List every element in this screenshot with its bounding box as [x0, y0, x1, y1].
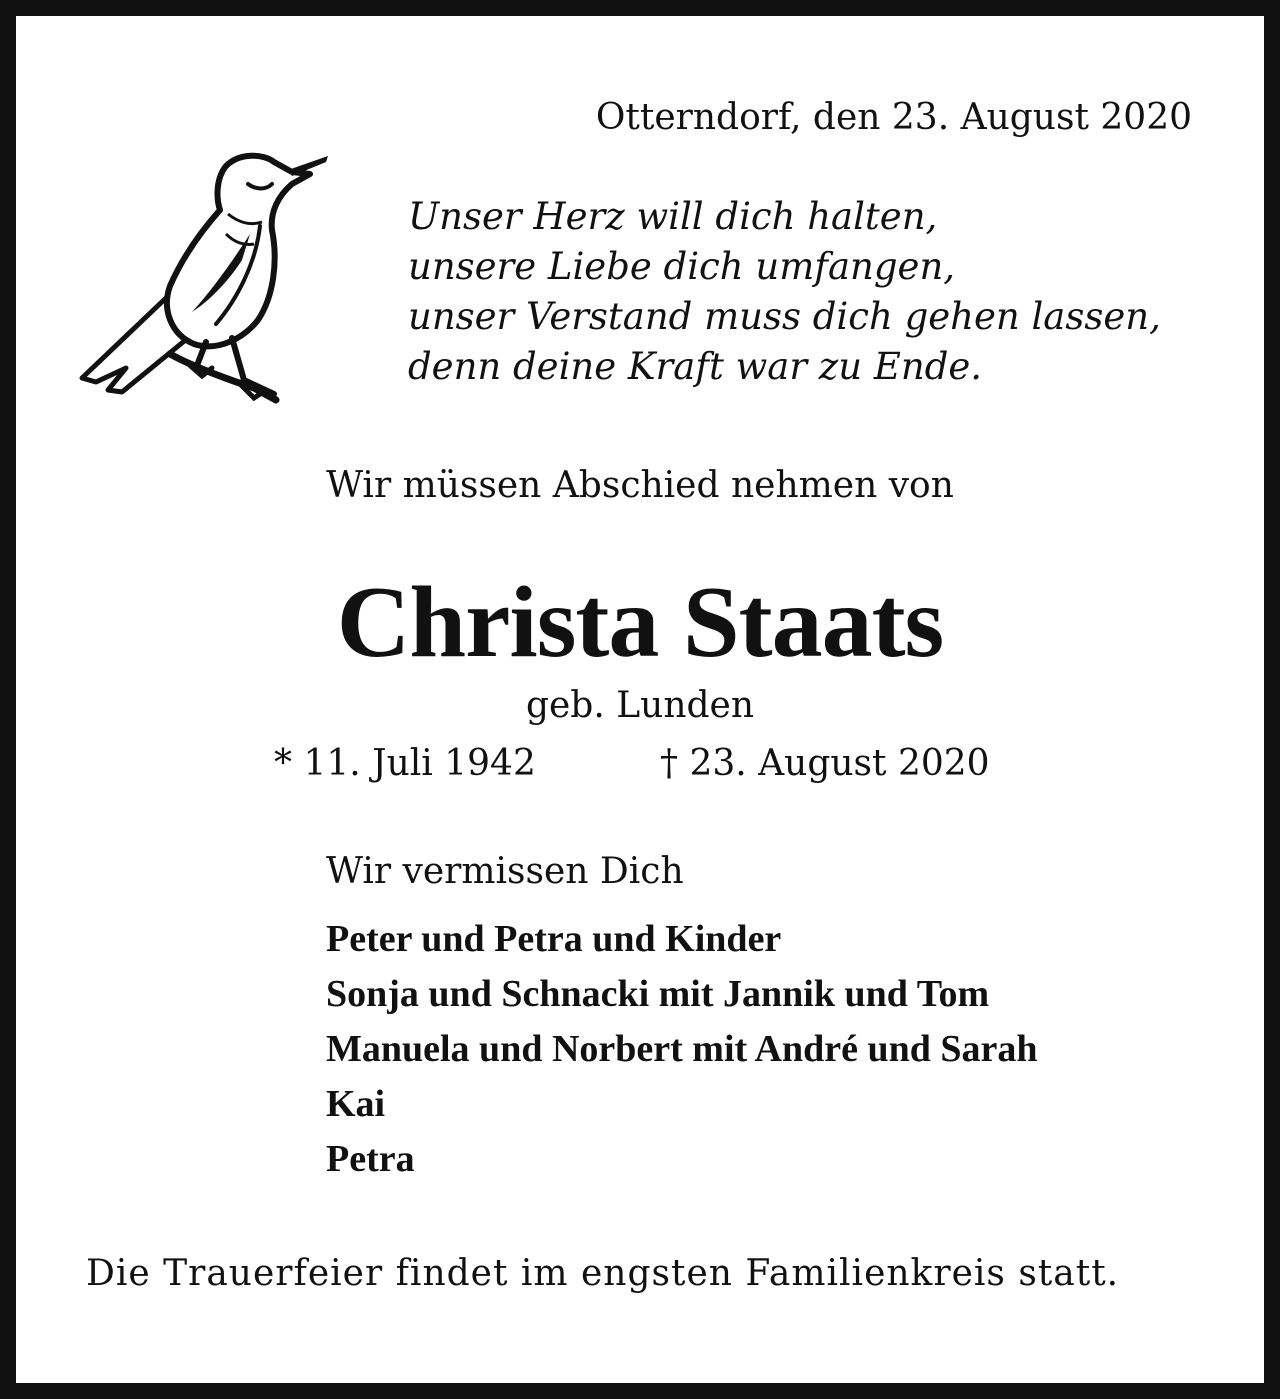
poem: [408, 192, 1161, 392]
poem-line: unser Verstand muss dich gehen lassen,: [408, 295, 1161, 338]
poem-line: denn deine Kraft war zu Ende.: [408, 345, 983, 388]
farewell-intro: Wir müssen Abschied nehmen von: [326, 465, 954, 506]
family-line: Kai: [326, 1083, 386, 1125]
miss-line: Wir vermissen Dich: [326, 851, 684, 892]
family-line: Peter und Petra und Kinder: [326, 918, 782, 960]
poem-line: Unser Herz will dich halten,: [408, 195, 938, 238]
family-line: Manuela und Norbert mit André und Sarah: [326, 1028, 1038, 1070]
bird-icon: [78, 142, 332, 408]
birth-date: * 11. Juli 1942: [274, 743, 536, 784]
death-date: † 23. August 2020: [660, 743, 990, 784]
family-line: Sonja und Schnacki mit Jannik und Tom: [326, 973, 990, 1015]
birth-name: geb. Lunden: [525, 685, 755, 726]
poem-line: unsere Liebe dich umfangen,: [408, 245, 956, 288]
place-date: Otterndorf, den 23. August 2020: [595, 97, 1192, 138]
family-line: Petra: [326, 1138, 415, 1180]
family-list: [326, 912, 1038, 1187]
funeral-note: Die Trauerfeier findet im engsten Familienkreis statt.: [86, 1253, 1120, 1294]
deceased-name: Christa Staats: [336, 566, 944, 679]
